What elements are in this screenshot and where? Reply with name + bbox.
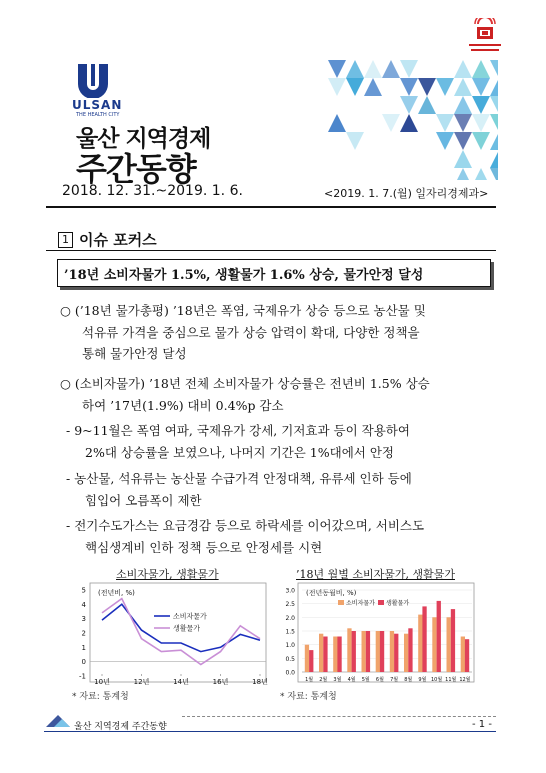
logo-subtext: THE HEALTH CITY [76, 112, 120, 118]
text-line: 통해 물가안정 달성 [82, 346, 187, 361]
y-tick-label: 1.0 [285, 642, 295, 650]
text-line: 석유류 가격을 중심으로 물가 상승 압력이 확대, 다양한 정책을 [82, 324, 420, 340]
x-tick-label: 9월 [418, 677, 427, 683]
decor-triangle [472, 168, 490, 180]
y-tick-label: 0.5 [285, 655, 295, 663]
y-tick-label: 2 [81, 629, 86, 638]
text-line: 핵심생계비 인하 정책 등으로 안정세를 시현 [85, 539, 323, 555]
bar [319, 634, 323, 672]
decor-triangle [328, 114, 346, 132]
decor-triangle [472, 78, 490, 96]
x-tick-label: 12월 [459, 677, 471, 683]
bar [447, 617, 451, 672]
decorative-triangle-pattern [292, 60, 498, 180]
decor-triangle [454, 78, 472, 96]
x-tick-label: 10월 [430, 677, 443, 683]
footer-dash-line [182, 716, 496, 717]
left-chart-title: 소비자물가, 생활물가 [116, 568, 219, 581]
footer-divider [44, 731, 496, 732]
right-chart-unit: (전년동월비, %) [306, 589, 357, 597]
bar [465, 639, 469, 672]
bar [337, 637, 341, 673]
decor-triangle [490, 132, 498, 150]
headline-text: ’18년 소비자물가 1.5%, 생활물가 1.6% 상승, 물가안정 달성 [64, 268, 424, 283]
decor-triangle [490, 96, 498, 114]
right-chart-title: ’18년 월별 소비자물가, 생활물가 [296, 568, 455, 581]
text-line: 힘입어 오름폭이 제한 [85, 492, 202, 508]
bar [309, 650, 313, 672]
decor-triangle [328, 78, 346, 96]
bar [390, 631, 394, 672]
bar [461, 637, 465, 673]
bar [437, 601, 441, 672]
decor-triangle [346, 78, 364, 96]
left-line-chart [72, 580, 272, 688]
bar [380, 631, 384, 672]
decor-triangle [490, 168, 498, 180]
y-tick-label: 0.0 [285, 669, 295, 677]
bar [408, 628, 412, 672]
footer-arrow-icon [44, 713, 72, 729]
decor-triangle [400, 114, 418, 132]
y-tick-label: 4 [81, 600, 86, 609]
decor-triangle [436, 132, 454, 150]
x-tick-label: 8월 [404, 677, 413, 683]
bar [432, 617, 436, 672]
y-tick-label: 3 [81, 615, 86, 624]
bar [394, 634, 398, 672]
x-tick-label: 7월 [390, 677, 399, 683]
bar [366, 631, 370, 672]
bar [376, 631, 380, 672]
legend-swatch [338, 600, 344, 605]
x-tick-label: 10년 [94, 678, 110, 686]
decor-triangle [472, 96, 490, 114]
x-tick-label: 14년 [173, 678, 189, 686]
decor-triangle [436, 114, 454, 132]
bullet-1 [66, 420, 496, 463]
x-tick-label: 5월 [361, 677, 370, 683]
decor-triangle [472, 60, 490, 78]
bar [451, 609, 455, 672]
decor-triangle [490, 78, 498, 96]
decor-triangle [400, 96, 418, 114]
x-tick-label: 4월 [347, 677, 356, 683]
section-divider [46, 250, 496, 251]
decor-triangle [454, 60, 472, 78]
decor-triangle [346, 132, 364, 150]
paragraph-consumer-price [60, 373, 496, 416]
y-tick-label: 2.0 [285, 614, 295, 622]
section-heading [58, 229, 157, 250]
report-period: 2018. 12. 31.~2019. 1. 6. [62, 183, 243, 199]
footer-text: 울산 지역경제 주간동향 [74, 722, 167, 732]
x-tick-label: 1월 [305, 677, 314, 683]
x-tick-label: 18년 [252, 678, 268, 686]
bar [305, 645, 309, 672]
decor-triangle [454, 96, 472, 114]
text-line: - 9~11월은 폭염 여파, 국제유가 강세, 기저효과 등이 작용하여 [66, 423, 410, 438]
bar [418, 615, 422, 672]
ulsan-logo-icon [74, 64, 112, 98]
bar [323, 637, 327, 673]
bar [362, 631, 366, 672]
report-title-line1: 울산 지역경제 [76, 126, 211, 152]
left-chart-source: * 자료: 통계청 [72, 692, 129, 702]
legend-label: 생활물가 [386, 600, 410, 607]
decor-triangle [364, 60, 382, 78]
header-divider [46, 206, 496, 208]
decor-triangle [454, 132, 472, 150]
x-tick-label: 6월 [375, 677, 384, 683]
decor-triangle [382, 114, 400, 132]
decor-triangle [400, 78, 418, 96]
decor-triangle [490, 60, 498, 78]
decor-triangle [454, 150, 472, 168]
decor-triangle [490, 150, 498, 168]
decor-triangle [436, 78, 454, 96]
right-chart-source: * 자료: 통계청 [280, 692, 337, 702]
bar [404, 634, 408, 672]
decor-triangle [472, 114, 490, 132]
right-bar-chart [278, 580, 476, 688]
logo-text: ULSAN [72, 98, 123, 112]
paragraph-overview [60, 300, 496, 365]
city-badge-icon [468, 18, 502, 58]
bar [352, 631, 356, 672]
decor-triangle [490, 114, 498, 132]
report-title-line2: 주간동향 [76, 150, 196, 188]
legend-label: 생활물가 [173, 624, 201, 633]
y-tick-label: 2.5 [285, 601, 295, 609]
bar [422, 606, 426, 672]
text-line: 2%대 상승률을 보였으나, 나머지 기간은 1%대에서 안정 [85, 444, 394, 460]
page-number: - 1 - [472, 719, 492, 730]
text-line: - 농산물, 석유류는 농산물 수급가격 안정대책, 유류세 인하 등에 [66, 471, 412, 486]
decor-triangle [454, 114, 472, 132]
y-tick-label: 3.0 [285, 587, 295, 595]
x-tick-label: 12년 [133, 678, 150, 686]
y-tick-label: 1.5 [285, 628, 295, 636]
bar [333, 637, 337, 673]
decor-triangle [364, 78, 382, 96]
issue-info: <2019. 1. 7.(월) 일자리경제과> [324, 187, 489, 200]
decor-triangle [382, 60, 400, 78]
y-tick-label: -1 [79, 672, 86, 681]
decor-triangle [346, 60, 364, 78]
legend-swatch [378, 600, 384, 605]
text-line: ○ (소비자물가) ’18년 전체 소비자물가 상승률은 전년비 1.5% 상승 [60, 376, 430, 391]
text-line: 하여 ’17년(1.9%) 대비 0.4%p 감소 [82, 397, 284, 413]
section-title: 이슈 포커스 [79, 231, 157, 249]
y-tick-label: 0 [81, 658, 86, 667]
text-line: ○ (’18년 물가총평) ’18년은 폭염, 국제유가 상승 등으로 농산물 및 [60, 303, 426, 318]
text-line: - 전기수도가스는 요금경감 등으로 하락세를 이어갔으며, 서비스도 [66, 518, 425, 533]
bar [347, 628, 351, 672]
y-tick-label: 5 [81, 586, 86, 595]
decor-triangle [400, 60, 418, 78]
decor-triangle [418, 96, 436, 114]
x-tick-label: 11월 [445, 677, 457, 683]
bullet-3 [66, 515, 496, 558]
y-tick-label: 1 [81, 643, 86, 652]
x-tick-label: 16년 [212, 678, 229, 686]
decor-triangle [472, 132, 490, 150]
bullet-2 [66, 468, 496, 511]
decor-triangle [418, 78, 436, 96]
section-number: 1 [58, 232, 73, 248]
decor-triangle [328, 60, 346, 78]
decor-triangle [454, 168, 472, 180]
legend-label: 소비자물가 [173, 612, 207, 621]
left-chart-unit: (전년비, %) [98, 589, 135, 597]
x-tick-label: 2월 [319, 677, 328, 683]
x-tick-label: 3월 [333, 677, 342, 683]
legend-label: 소비자물가 [346, 600, 375, 607]
